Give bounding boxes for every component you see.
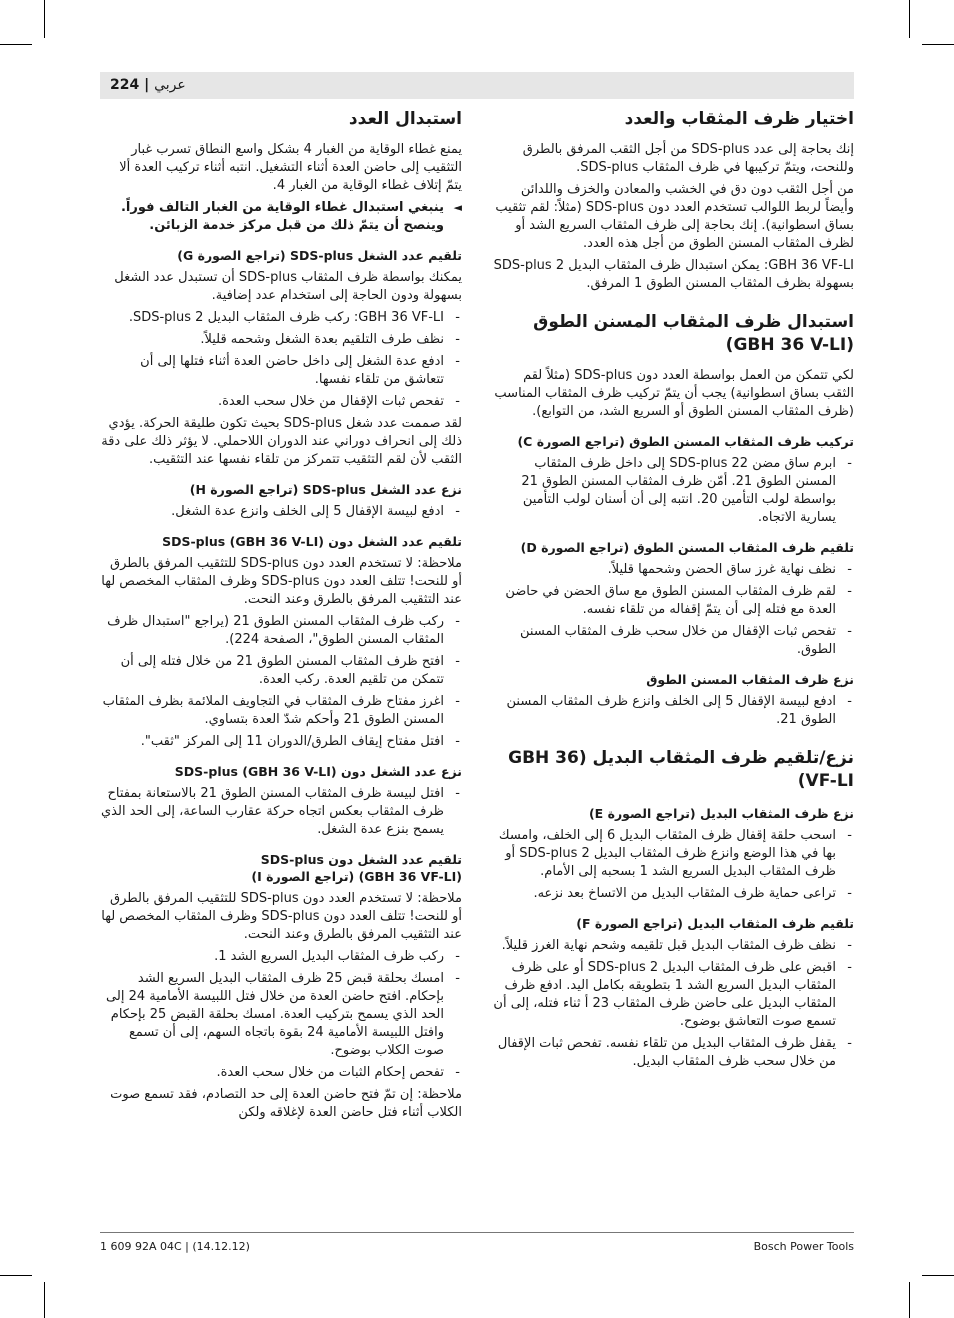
list-item: - نظف طرف التلقيم بعدة الشغل وشحمه قليلاً. xyxy=(100,331,462,349)
crop-mark xyxy=(922,44,954,45)
note-paragraph: ملاحظة: لا تستخدم العدد دون SDS-plus للتثقيب المرفق بالطرق أو للنحت! تتلف العدد دون SDS-plus وظرف المثقاب المخصص لها عند التثقيب المرفق بالطرق وعند النحت. xyxy=(101,556,462,607)
language-label: عربي xyxy=(154,77,186,93)
crop-mark xyxy=(44,1282,45,1318)
subheading: تلقيم ظرف المثقاب المسنن الطوق (تراجع الصورة D) xyxy=(520,540,854,555)
list-item: - افتل لبيسة ظرف المثقاب المسنن الطوق 21 بالاستعانة بمفتاح ظرف المثقاب بعكس اتجاه حركة عقارب الساعة، إلى الحد الذي يسمح بنزع عدة الشغل. xyxy=(100,785,462,839)
list-item: - تفحص إحكام الثبات من خلال سحب العدة. xyxy=(100,1064,462,1082)
subheading: تركيب ظرف المثقاب المسنن الطوق (تراجع الصورة C) xyxy=(517,434,854,449)
subheading: نزع ظرف المثقاب البديل (تراجع الصورة E) xyxy=(588,806,854,821)
note-paragraph: ملاحظة: إن تمّ فتح حاضن العدة إلى حد التصادم، فقد تسمع صوت الكلاب أثناء فتل حاضن العدة لإغلاقه ولكن xyxy=(110,1087,462,1120)
left-column xyxy=(100,108,462,1126)
crop-mark xyxy=(909,1282,910,1318)
note-paragraph: ملاحظة: لا تستخدم العدد دون SDS-plus للتثقيب المرفق بالطرق أو للنحت! تتلف العدد دون SDS-plus وظرف المثقاب المخصص لها عند التثقيب المرفق بالطرق وعند النحت. xyxy=(101,891,462,942)
list-item: - لقم ظرف المثقاب المسنن الطوق مع ساق الحضن في حاضن العدة مع فتله إلى أن يتمّ إقفاله من تلقاء نفسه. xyxy=(492,583,854,619)
list-item: - ركب ظرف المثقاب البديل السريع الشد 1. xyxy=(100,948,462,966)
crop-mark xyxy=(0,1275,32,1276)
subheading: نزع ظرف المثقاب المسنن الطوق xyxy=(646,672,854,687)
footer-brand: Bosch Power Tools xyxy=(753,1240,854,1253)
list-item: - تراعى حماية ظرف المثقاب البديل من الاتساخ بعد نزعه. xyxy=(492,885,854,903)
bullet-list xyxy=(100,948,462,1082)
subheading: نزع عدد الشغل دون SDS-plus (GBH 36 V-LI) xyxy=(174,764,462,779)
section-title-tool-change: استبدال العدد xyxy=(348,109,462,129)
right-column xyxy=(492,108,854,1075)
list-item: - افتل مفتاح إيقاف الطرق/الدوران 11 إلى المركز "ثقب". xyxy=(100,733,462,751)
bullet-list xyxy=(492,455,854,527)
bullet-list xyxy=(100,503,462,521)
subheading: تلقيم ظرف المثقاب البديل (تراجع الصورة F) xyxy=(576,916,854,931)
list-item: - يقفل ظرف المثقاب البديل من تلقاء نفسه. تفحص ثبات الإقفال من خلال سحب ظرف المثقاب البديل. xyxy=(492,1035,854,1071)
list-item: - ادفع لبيسة الإقفال 5 إلى الخلف وانزع ظرف المثقاب المسنن الطوق 21. xyxy=(492,693,854,729)
paragraph: إنك بحاجة إلى عدد SDS-plus من أجل الثقب المرفق بالطرق وللنحت، ويتمّ تركيبها في ظرف المثقاب SDS-plus. xyxy=(522,142,854,175)
subheading: تلقيم عدد الشغل دون SDS-plus xyxy=(260,852,462,867)
crop-mark xyxy=(922,1275,954,1276)
list-item: - تفحص ثبات الإقفال من خلال سحب العدة. xyxy=(100,393,462,411)
bullet-list xyxy=(100,309,462,411)
paragraph: لكي تتمكن من العمل بواسطة العدد دون SDS-plus (مثلاً لقم الثقب بساق اسطوانية) يجب أن يتمّ تركيب ظرف المثقاب المناسب (ظرف المثقاب المسنن الطوق أو السريع الشد، من التوابع). xyxy=(494,368,854,419)
bullet-list xyxy=(100,785,462,839)
list-item: - نظف ظرف المثقاب البديل قبل تلقيمه وشحم نهاية الغرز قليلاً. xyxy=(492,937,854,955)
crop-mark xyxy=(909,0,910,38)
bullet-list xyxy=(492,561,854,659)
paragraph: يمنع غطاء الوقاية من الغبار 4 بشكل واسع النطاق تسرب غبار التثقيب إلى حاضن العدة أثناء التشغيل. انتبه أثناء تركيب العدة ألا يتمّ إتلاف غطاء الوقاية من الغبار 4. xyxy=(119,142,462,193)
list-item: - ركب ظرف المثقاب المسنن الطوق 21 (يراجع "استبدال ظرف المثقاب المسنن الطوق"، الصفحة 224). xyxy=(100,613,462,649)
list-item: - نظف نهاية غرز ساق الحضن وشحمها قليلاً. xyxy=(492,561,854,579)
subheading: (GBH 36 VF-LI) (تراجع الصورة I) xyxy=(251,869,462,884)
list-item: - افتح ظرف المثقاب المسنن الطوق 21 من خلال فتله إلى أن تتمكن من تلقيم العدة. ركب العدة. xyxy=(100,653,462,689)
subheading: تلقيم عدد الشغل دون SDS-plus (GBH 36 V-LI) xyxy=(162,534,462,549)
list-item: - ابرم ساق مضن SDS-plus 22 إلى داخل ظرف المثقاب المسنن الطوق 21. أمّن ظرف المثقاب المسنن الطوق 21 بواسطة لولب التأمين 20. انتبه إلى أن أسنان لولب التأمين يسارية الاتجاه. xyxy=(492,455,854,527)
section-title-chuck-selection: اختيار ظرف المثقاب والعدد xyxy=(624,109,854,129)
list-item: - اغرز مفتاح ظرف المثقاب في التجاويف الملائمة بظرف المثقاب المسنن الطوق 21 وأحكم شدّ العدة بتساوي. xyxy=(100,693,462,729)
list-item: - امسك بحلقة قبض 25 ظرف المثقاب البديل السريع الشد بإحكام. افتح حاضن العدة من خلال فتل اللبيسة الأمامية 24 إلى الحد الذي يسمح بتركيب العدة. امسك بحلقة القبض 25 بإحكام وافتل اللبيسة الأمامية 24 بقوة باتجاه السهم، إلى أن تسمع صوت الكلاب بوضوح. xyxy=(100,970,462,1060)
bullet-list xyxy=(492,693,854,729)
paragraph: من أجل الثقب دون دق في الخشب والمعادن والخزف واللدائن وأيضاً لربط اللوالب تستخدم العدد دون SDS-plus (مثلاً: لقم تثقيب بساق اسطوانية). إنك بحاجة إلى ظرف المثقاب السريع الشد أو لظرف المثقاب المسنن الطوق من أجل هذه العدد. xyxy=(495,182,854,251)
bullet-list xyxy=(492,827,854,903)
list-item: - ادفع لبيسة الإقفال 5 إلى الخلف وانزع عدة الشغل. xyxy=(100,503,462,521)
list-item: - ادفع عدة الشغل إلى داخل حاضن العدة أثناء فتلها إلى أن تتعاشق من تلقاء نفسها. xyxy=(100,353,462,389)
page-number-label xyxy=(110,77,192,93)
page-header xyxy=(100,72,854,99)
paragraph: يمكنك بواسطة ظرف المثقاب SDS-plus أن تستبدل عدد الشغل بسهولة ودون الحاجة إلى استخدام عدد إضافية. xyxy=(114,270,462,303)
subheading: نزع عدد الشغل SDS-plus (تراجع الصورة H) xyxy=(189,482,462,497)
section-title-keyed-chuck-change: استبدال ظرف المثقاب المسنن الطوق (GBH 36 V-LI) xyxy=(533,312,854,355)
list-item: - اقبض على ظرف المثقاب البديل SDS-plus 2 أو على ظرف المثقاب البديل السريع الشد 1 بتطويقه بكامل اليد. ادفع ظرف المثقاب البديل على حاضن ظرف المثقاب 23 أ ثناء فتله، إلى أن تسمع صوت التعاشق بوضوح. xyxy=(492,959,854,1031)
warning-note: ◄ ينبغي استبدال غطاء الوقاية من الغبار التالف فوراً. وينصح أن يتمّ ذلك من قبل مركز خدمة الزبائن. xyxy=(100,199,462,235)
section-title-interchangeable-chuck: نزع/تلقيم ظرف المثقاب البديل (GBH 36 VF-LI) xyxy=(508,748,854,791)
crop-mark xyxy=(44,0,45,38)
subheading: تلقيم عدد الشغل SDS-plus (تراجع الصورة G) xyxy=(177,248,462,263)
footer-divider xyxy=(100,1232,854,1233)
paragraph: GBH 36 VF-LI: يمكن استبدال ظرف المثقاب البديل SDS-plus 2 بسهولة بظرف المثقاب المسنن الطوق 1 المرفق. xyxy=(493,258,854,291)
list-item: - تفحص ثبات الإقفال من خلال سحب ظرف المثقاب المسنن الطوق. xyxy=(492,623,854,659)
bullet-list xyxy=(492,937,854,1071)
page-number: 224 xyxy=(110,77,140,93)
list-item: - اسحب حلقة إقفال ظرف المثقاب البديل 6 إلى الخلف، وامسك بها في هذا الوضع وانزع ظرف المثقاب البديل SDS-plus 2 أو ظرف المثقاب البديل السريع الشد 1 بسحبه إلى الأمام. xyxy=(492,827,854,881)
paragraph: لقد صممت عدد شغل SDS-plus بحيث تكون طليقة الحركة. يؤدي ذلك إلى انحراف دوراني عند الدوران اللاحملي. لا يؤثر ذلك على دقة الثقب لأن لقم التثقيب تتمركز من تلقاء نفسها عند التثقيب. xyxy=(101,416,462,467)
crop-mark xyxy=(0,44,32,45)
list-item: - GBH 36 VF-LI: ركب ظرف المثقاب البديل SDS-plus 2. xyxy=(100,309,462,327)
bullet-list xyxy=(100,613,462,751)
footer-doc-code: 1 609 92A 04C | (14.12.12) xyxy=(100,1240,250,1253)
header-separator: | xyxy=(144,77,150,93)
